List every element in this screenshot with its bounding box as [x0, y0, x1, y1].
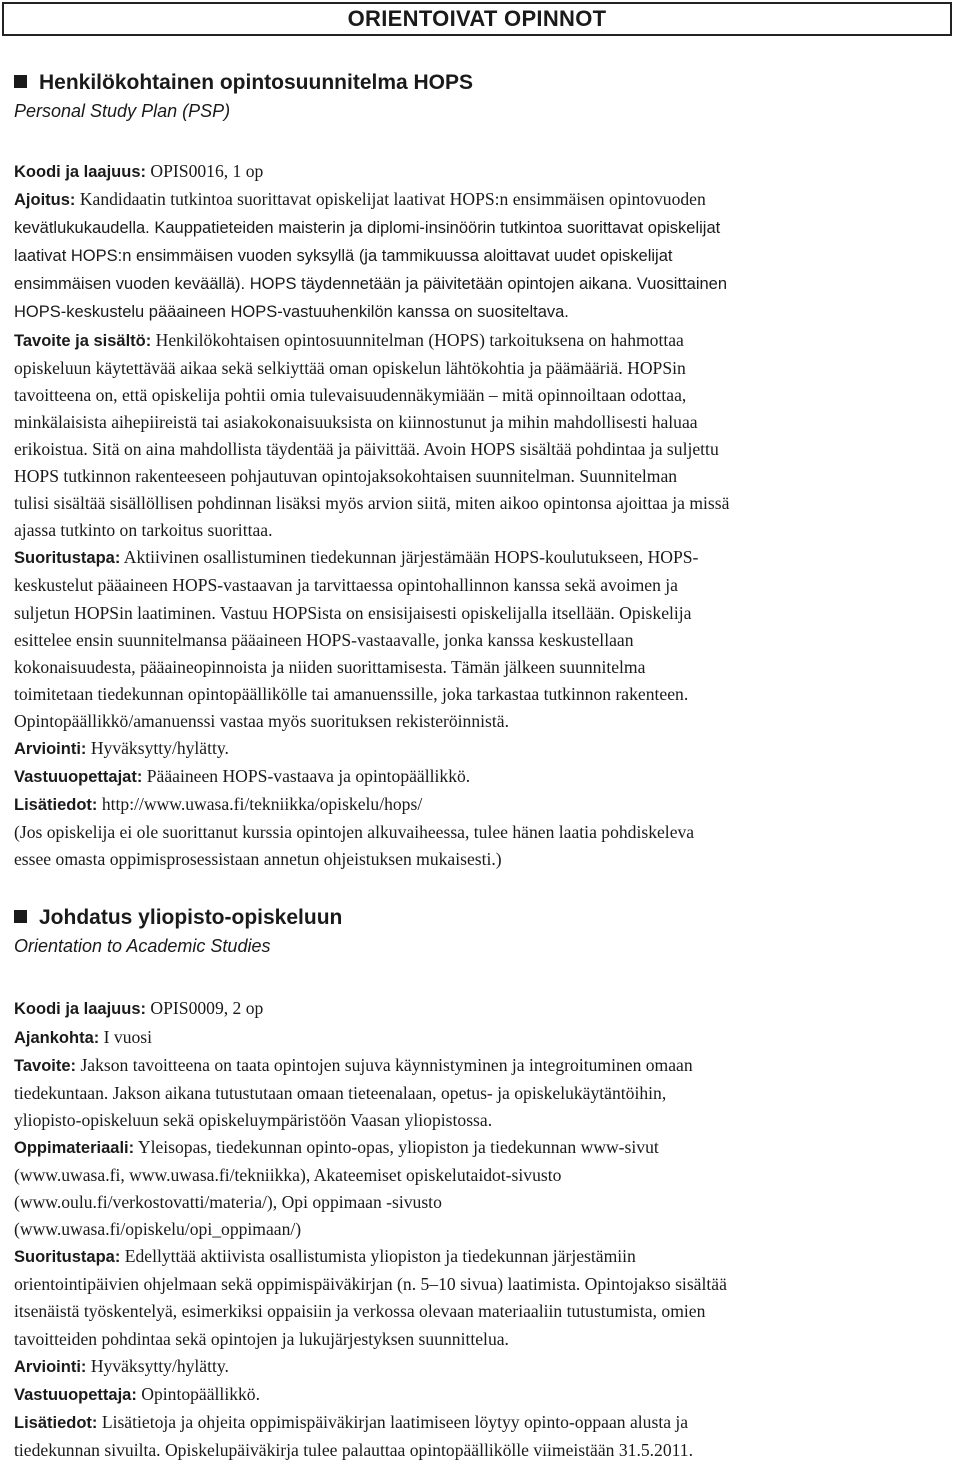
field-code: [14, 158, 950, 186]
course-title: [14, 901, 950, 935]
field-value-link[interactable]: http://www.uwasa.fi/tekniikka/opiskelu/hops/: [97, 794, 423, 815]
field-evaluation: [14, 735, 950, 763]
field-info: [14, 791, 950, 819]
field-material: [14, 1134, 950, 1243]
field-value: Yleisopas, tiedekunnan opinto-opas, yliopiston ja tiedekunnan www-sivut (www.uwasa.fi, www.uwasa.fi/tekniikka), Akateemiset opiskelutaidot-sivusto (www.oulu.fi/verkostovatti/materia/), Opi oppimaan -sivusto (www.uwasa.fi/opiskelu/opi_oppimaan/): [14, 1136, 659, 1240]
field-label: Ajankohta:: [14, 1028, 100, 1047]
field-value: OPIS0016, 1 op: [146, 161, 264, 181]
field-label: Vastuuopettajat:: [14, 768, 143, 787]
page-banner: ORIENTOIVAT OPINNOT: [2, 2, 952, 36]
field-time: [14, 1024, 950, 1052]
field-label: Tavoite ja sisältö:: [14, 331, 152, 350]
field-value: I vuosi: [99, 1026, 153, 1047]
field-label: Koodi ja laajuus:: [14, 163, 147, 181]
field-label: Oppimateriaali:: [14, 1138, 135, 1157]
field-goal: [14, 327, 950, 545]
field-label: Koodi ja laajuus:: [14, 1000, 147, 1019]
course-fields: [14, 995, 950, 1464]
field-timing: [14, 186, 950, 326]
course-hops: [14, 66, 950, 873]
field-label: Tavoite:: [14, 1056, 77, 1075]
field-method: [14, 544, 950, 735]
course-orientation: [14, 901, 950, 1464]
field-value-sans: kevätlukukaudella. Kauppatieteiden maisterin ja diplomi-insinöörin tutkintoa suorittavat opiskelijat laativat HOPS:n ensimmäisen vuoden syksyllä (ja tammikuussa aloittavat uudet opiskelijat ensimmäisen vuoden keväällä). HOPS täydennetään ja päivitetään opintojen aikana. Vuosittainen HOPS-keskustelu pääaineen HOPS-vastuuhenkilön kanssa on suositeltava.: [14, 219, 728, 322]
document-body: [14, 66, 950, 1464]
field-label: Vastuuopettaja:: [14, 1385, 137, 1404]
course-title-text: Johdatus yliopisto-opiskeluun: [39, 906, 343, 930]
field-value: Hyväksytty/hylätty.: [86, 737, 229, 758]
field-label: Arviointi:: [14, 739, 87, 758]
field-value: Kandidaatin tutkintoa suorittavat opiskelijat laativat HOPS:n ensimmäisen opintovuoden: [79, 189, 706, 210]
field-value: Edellyttää aktiivista osallistumista yliopiston ja tiedekunnan järjestämiin orientointipäivien ohjelmaan sekä oppimispäiväkirjan (n. 5–10 sivua) laatimista. Opintojakso sisältää itsenäistä työskentelyä, esimerkiksi oppaisiin ja verkossa olevaan materiaaliin tutustumista, omien tavoitteiden pohdintaa sekä opintojen ja lukujärjestyksen suunnittelua.: [14, 1246, 727, 1349]
course-title-text: Henkilökohtainen opintosuunnitelma HOPS: [39, 71, 474, 94]
field-value: Opintopäällikkö.: [136, 1383, 260, 1404]
field-value: Aktiivinen osallistuminen tiedekunnan järjestämään HOPS-koulutukseen, HOPS- keskustelut pääaineen HOPS-vastaavan ja tarvittaessa opintohallinnon kanssa sekä avoimen ja suljetun HOPSin laatiminen. Vastuu HOPSista on ensisijaisesti opiskelijalla itsellään. Opiskelija esittelee ensin suunnitelmansa pääaineen HOPS-vastaavalle, jonka kanssa keskustellaan kokonaisuudesta, pääaineopinnoista ja niiden suorittamisesta. Tämän jälkeen suunnitelma toimitetaan tiedekunnan opintopäällikölle tai amanuenssille, joka tarkastaa tutkinnon rakenteen. Opintopäällikkö/amanuenssi vastaa myös suorituksen rekisteröinnistä.: [14, 547, 699, 731]
field-goal: [14, 1052, 950, 1134]
field-value: Pääaineen HOPS-vastaava ja opintopäällikkö.: [142, 766, 471, 787]
course-title: [14, 66, 950, 100]
field-method: [14, 1243, 950, 1352]
field-value: Hyväksytty/hylätty.: [86, 1355, 229, 1376]
field-value: Jakson tavoitteena on taata opintojen sujuva käynnistyminen ja integroituminen omaan tiedekuntaan. Jakson aikana tutustutaan omaan tieteenalaan, opetus- ja opiskelukäytäntöihin, yliopisto-opiskeluun sekä opiskeluympäristöön Vaasan yliopistossa.: [14, 1054, 693, 1130]
field-label: Ajoitus:: [14, 191, 76, 210]
field-label: Lisätiedot:: [14, 796, 98, 815]
field-code: [14, 995, 950, 1023]
course-subtitle: Orientation to Academic Studies: [14, 936, 271, 957]
field-label: Arviointi:: [14, 1357, 87, 1376]
field-value: Henkilökohtaisen opintosuunnitelman (HOPS) tarkoituksena on hahmottaa opiskeluun käytettävää aikaa sekä selkiyttää oman opiskelun lähtökohtia ja päämääriä. HOPSin tavoitteena on, että opiskelija pohtii omia tulevaisuudennäkymiään – mitä opinnoiltaan odottaa, minkälaisista aihepiireistä tai asiakokonaisuuksista on kiinnostunut ja mihin mahdollisesti haluaa erikoistua. Sitä on aina mahdollista täydentää ja päivittää. Avoin HOPS sisältää pohdintaa ja suljettu HOPS tutkinnon rakenteeseen pohjautuvan opintojaksokohtaisen suunnitelman. Suunnitelman tulisi sisältää sisällöllisen pohdinnan lisäksi myös arvion siitä, miten aikoo opintonsa ajoittaa ja missä ajassa tutkinto on tarkoitus suorittaa.: [14, 329, 730, 541]
field-label: Lisätiedot:: [14, 1413, 98, 1432]
field-value: OPIS0009, 2 op: [146, 998, 264, 1019]
field-evaluation: [14, 1353, 950, 1381]
field-label: Suoritustapa:: [14, 549, 121, 568]
field-teachers: [14, 763, 950, 791]
square-bullet-icon: [14, 75, 27, 88]
field-label: Suoritustapa:: [14, 1248, 121, 1267]
course-fields: [14, 158, 950, 873]
field-value: Lisätietoja ja ohjeita oppimispäiväkirjan laatimiseen löytyy opinto-oppaan alusta ja tiedekunnan sivuilta. Opiskelupäiväkirja tulee palauttaa opintopäällikölle viimeistään 31.5.2011.: [14, 1411, 693, 1460]
square-bullet-icon: [14, 910, 27, 923]
field-info: [14, 1409, 950, 1464]
course-subtitle: Personal Study Plan (PSP): [14, 101, 231, 121]
field-teacher: [14, 1381, 950, 1409]
field-note: (Jos opiskelija ei ole suorittanut kurssia opintojen alkuvaiheessa, tulee hänen laatia pohdiskeleva essee omasta oppimisprosessistaan annetun ohjeistuksen mukaisesti.): [14, 822, 695, 870]
